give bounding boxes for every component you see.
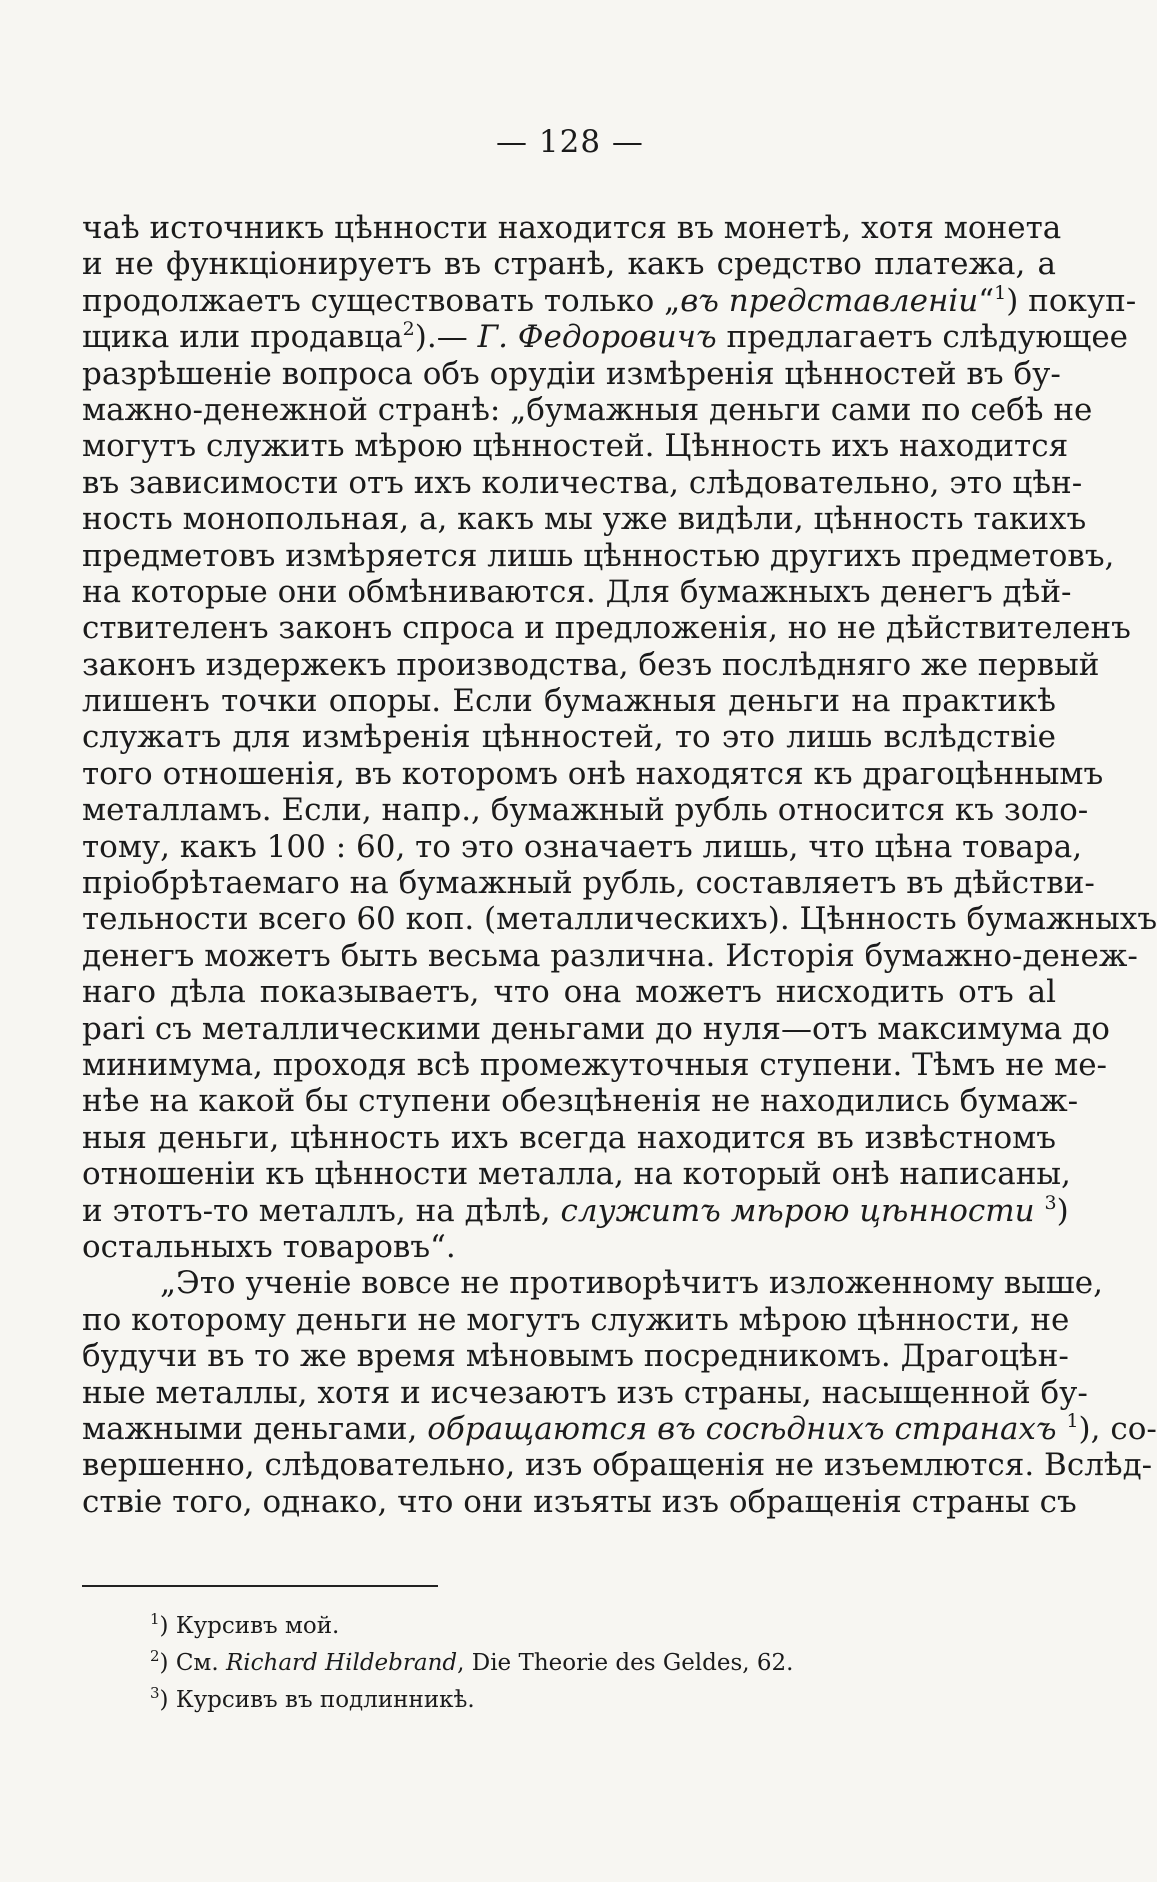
text-line xyxy=(82,1265,1103,1302)
text-run: ) Курсивъ въ подлинникѣ. xyxy=(159,1687,475,1713)
text-line xyxy=(82,464,1083,501)
footnotes xyxy=(150,1608,1050,1719)
text-run: ность монопольная, а, какъ мы уже видѣли, цѣнность такихъ xyxy=(82,501,1087,538)
text-line xyxy=(82,1338,1069,1375)
text-run: ).— xyxy=(414,319,478,356)
text-line xyxy=(82,1374,1088,1411)
text-run: “ xyxy=(978,282,995,319)
text-run: вершенно, слѣдовательно, изъ обращенія не изъемлются. Вслѣд- xyxy=(82,1447,1153,1484)
text-run: денегъ можетъ быть весьма различна. Исторія бумажно-денеж- xyxy=(82,937,1138,974)
text-run: ) См. xyxy=(159,1650,226,1676)
footnote xyxy=(150,1645,1050,1682)
footnote-reference: 1 xyxy=(994,281,1007,304)
italic-text: Richard Hildebrand xyxy=(225,1650,458,1676)
text-line xyxy=(82,755,1104,792)
text-line xyxy=(82,1083,1079,1120)
footnote xyxy=(150,1682,1050,1719)
footnote-reference: 3 xyxy=(1044,1191,1057,1214)
text-run: пріобрѣтаемаго на бумажный рубль, составляетъ въ дѣйстви- xyxy=(82,865,1095,902)
footnote-mark: 1 xyxy=(150,1610,160,1628)
text-line xyxy=(82,865,1095,902)
text-line xyxy=(82,610,1131,647)
text-line xyxy=(82,355,1061,392)
body-text xyxy=(82,210,1157,1520)
text-run: ) Курсивъ мой. xyxy=(159,1613,340,1639)
text-line xyxy=(82,828,1083,865)
text-run: могутъ служить мѣрою цѣнностей. Цѣнность ихъ находится xyxy=(82,428,1069,465)
text-line xyxy=(82,974,1056,1010)
text-run: нѣе на какой бы ступени обезцѣненія не находились бумаж- xyxy=(82,1083,1079,1120)
text-run: минимума, проходя всѣ промежуточныя ступени. Тѣмъ не ме- xyxy=(82,1046,1108,1083)
text-line xyxy=(82,1120,1056,1156)
text-line xyxy=(82,1156,1071,1193)
text-run: металламъ. Если, напр., бумажный рубль относится къ золо- xyxy=(82,792,1089,829)
page-number: — 128 — xyxy=(496,124,644,160)
text-line xyxy=(82,1301,1070,1338)
text-line xyxy=(82,719,1056,755)
text-run: предметовъ измѣряется лишь цѣнностью другихъ предметовъ, xyxy=(82,537,1115,574)
text-run: законъ издержекъ производства, безъ послѣдняго же первый xyxy=(82,646,1100,683)
text-run: „Это ученіе вовсе не противорѣчитъ изложенному выше, xyxy=(160,1265,1103,1302)
footnote-reference: 2 xyxy=(402,318,415,341)
text-run: продолжаетъ существовать только „ xyxy=(82,282,681,319)
footnote-mark: 2 xyxy=(150,1647,160,1665)
text-run: ) xyxy=(1056,1192,1069,1229)
text-run: и не функціонируетъ въ странѣ, какъ средство платежа, а xyxy=(82,246,1056,283)
text-line xyxy=(82,246,1056,282)
text-line xyxy=(82,937,1138,974)
text-run: остальныхъ товаровъ“. xyxy=(82,1228,456,1265)
text-run: чаѣ источникъ цѣнности находится въ монетѣ, хотя монета xyxy=(82,210,1062,246)
text-line xyxy=(82,1191,1069,1229)
text-run: предлагаетъ слѣдующее xyxy=(716,319,1129,356)
text-line xyxy=(82,646,1100,683)
footnote-reference: 1 xyxy=(1066,1409,1079,1432)
text-run: ные металлы, хотя и исчезаютъ изъ страны, насыщенной бу- xyxy=(82,1374,1088,1411)
text-run: наго дѣла показываетъ, что она можетъ нисходить отъ al xyxy=(82,974,1056,1011)
text-run: ствителенъ законъ спроса и предложенія, но не дѣйствителенъ xyxy=(82,610,1131,647)
text-run: , Die Theorie des Geldes, 62. xyxy=(457,1650,794,1676)
text-run: мажными деньгами, xyxy=(82,1410,428,1447)
text-line xyxy=(82,428,1069,465)
text-line xyxy=(82,281,1137,319)
text-line xyxy=(82,1483,1077,1520)
text-run xyxy=(1057,1411,1067,1447)
text-line xyxy=(82,210,1062,246)
text-line xyxy=(82,537,1115,574)
text-line xyxy=(82,1229,1056,1265)
text-run: того отношенія, въ которомъ онѣ находятся къ драгоцѣннымъ xyxy=(82,755,1104,792)
text-run: лишенъ точки опоры. Если бумажныя деньги на практикѣ xyxy=(82,683,1056,720)
text-line xyxy=(82,683,1056,719)
text-run: ), со- xyxy=(1078,1410,1157,1447)
text-run: pari съ металлическими деньгами до нуля—отъ максимума до xyxy=(82,1010,1110,1047)
text-run: въ зависимости отъ ихъ количества, слѣдовательно, это цѣн- xyxy=(82,464,1083,501)
text-run xyxy=(1035,1193,1045,1229)
footnote xyxy=(150,1608,1050,1645)
text-run: щика или продавца xyxy=(82,319,403,356)
text-line xyxy=(82,1010,1110,1047)
italic-text: служитъ мѣрою цѣнности xyxy=(560,1192,1035,1229)
text-run: разрѣшеніе вопроса объ орудіи измѣренія цѣнностей въ бу- xyxy=(82,355,1061,392)
text-run: ныя деньги, цѣнность ихъ всегда находится въ извѣстномъ xyxy=(82,1119,1056,1156)
text-run: отношеніи къ цѣнности металла, на который онѣ написаны, xyxy=(82,1156,1071,1193)
text-run: будучи въ то же время мѣновымъ посредникомъ. Драгоцѣн- xyxy=(82,1338,1069,1375)
text-run: и этотъ-то металлъ, на дѣлѣ, xyxy=(82,1192,561,1229)
italic-text: въ представленіи xyxy=(680,282,979,319)
text-line xyxy=(82,901,1157,938)
text-line xyxy=(82,1046,1108,1083)
italic-text: обращаются въ сосѣднихъ странахъ xyxy=(427,1410,1057,1447)
text-line xyxy=(82,318,1129,356)
text-run: по которому деньги не могутъ служить мѣрою цѣнности, не xyxy=(82,1301,1070,1338)
footnote-separator xyxy=(82,1585,438,1587)
text-run: тому, какъ 100 : 60, то это означаетъ лишь, что цѣна товара, xyxy=(82,828,1083,865)
text-run: на которые они обмѣниваются. Для бумажныхъ денегъ дѣй- xyxy=(82,573,1072,610)
text-run: тельности всего 60 коп. (металлическихъ). Цѣнность бумажныхъ xyxy=(82,901,1157,938)
text-line xyxy=(82,573,1072,610)
text-line xyxy=(82,1447,1153,1484)
text-line xyxy=(82,792,1089,829)
text-line xyxy=(82,391,1093,428)
text-line xyxy=(82,1409,1157,1447)
footnote-mark: 3 xyxy=(150,1684,160,1702)
text-run: ствіе того, однако, что они изъяты изъ обращенія страны съ xyxy=(82,1483,1077,1520)
text-run: мажно-денежной странѣ: „бумажныя деньги сами по себѣ не xyxy=(82,391,1093,428)
italic-text: Г. Федоровичъ xyxy=(477,319,717,356)
text-run: служатъ для измѣренія цѣнностей, то это лишь вслѣдствіе xyxy=(82,719,1056,756)
text-line xyxy=(82,501,1087,538)
text-run: ) покуп- xyxy=(1006,282,1137,319)
